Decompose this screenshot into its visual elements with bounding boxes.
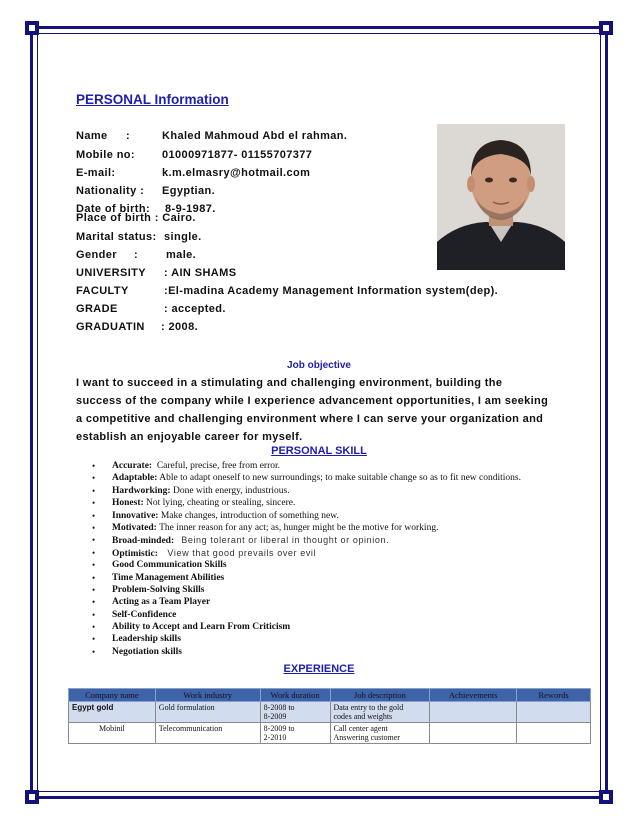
job-objective-title: Job objective	[287, 360, 351, 371]
column-header: Work industry	[155, 689, 260, 702]
portrait-illustration	[437, 124, 565, 270]
duration-cell: 8-2008 to 8-2009	[260, 702, 330, 723]
description-cell: Call center agent Answering customer	[330, 723, 430, 744]
list-item: • Honest: Not lying, cheating or stealing, sincere.	[92, 497, 521, 509]
profile-photo	[437, 124, 565, 270]
experience-table	[68, 688, 591, 744]
list-item: • Negotiation skills	[92, 646, 521, 658]
rewords-cell	[517, 702, 591, 723]
column-header: Company name	[69, 689, 156, 702]
list-item: • Ability to Accept and Learn From Criticism	[92, 621, 521, 633]
border-corner-ornament	[25, 790, 39, 804]
column-header: Work duration	[260, 689, 330, 702]
list-item: • Accurate: Careful, precise, free from error.	[92, 460, 521, 472]
table-row	[69, 702, 591, 723]
list-item: • Leadership skills	[92, 633, 521, 645]
list-item: • Self-Confidence	[92, 609, 521, 621]
column-header: Job description	[330, 689, 430, 702]
column-header: Achievements	[430, 689, 517, 702]
personal-skill-title: PERSONAL SKILL	[271, 445, 367, 457]
list-item: • Adaptable: Able to adapt oneself to new surroundings; to make suitable change so as to fit new conditions.	[92, 472, 521, 484]
objective-line: I want to succeed in a stimulating and challenging environment, building the	[76, 377, 503, 389]
personal-info-heading: PERSONAL Information	[76, 92, 229, 107]
description-cell: Data entry to the gold codes and weights	[330, 702, 430, 723]
achievements-cell	[430, 723, 517, 744]
objective-line: success of the company while I experience advancement opportunities, I am seeking	[76, 395, 549, 407]
list-item: • Optimistic: View that good prevails over evil	[92, 547, 521, 559]
list-item: • Time Management Abilities	[92, 572, 521, 584]
company-cell: Egypt gold	[69, 702, 156, 723]
column-header: Rewords	[517, 689, 591, 702]
border-corner-ornament	[599, 21, 613, 35]
table-header-row	[69, 689, 591, 702]
rewords-cell	[517, 723, 591, 744]
list-item: • Broad-minded: Being tolerant or liberal in thought or opinion.	[92, 534, 521, 546]
objective-line: a competitive and challenging environment where I can serve your organization and	[76, 413, 544, 425]
achievements-cell	[430, 702, 517, 723]
list-item: • Hardworking: Done with energy, industrious.	[92, 485, 521, 497]
industry-cell: Telecommunication	[155, 723, 260, 744]
skills-list	[92, 460, 521, 658]
industry-cell: Gold formulation	[155, 702, 260, 723]
list-item: • Acting as a Team Player	[92, 596, 521, 608]
list-item: • Good Communication Skills	[92, 559, 521, 571]
border-corner-ornament	[25, 21, 39, 35]
list-item: • Innovative: Make changes, introduction of something new.	[92, 510, 521, 522]
border-corner-ornament	[599, 790, 613, 804]
duration-cell: 8-2009 to 2-2010	[260, 723, 330, 744]
table-row	[69, 723, 591, 744]
company-cell: Mobinil	[69, 723, 156, 744]
list-item: • Motivated: The inner reason for any act; as, hunger might be the motive for working.	[92, 522, 521, 534]
experience-title: EXPERIENCE	[283, 663, 355, 675]
objective-line: establish an enjoyable career for myself.	[76, 431, 303, 443]
list-item: • Problem-Solving Skills	[92, 584, 521, 596]
